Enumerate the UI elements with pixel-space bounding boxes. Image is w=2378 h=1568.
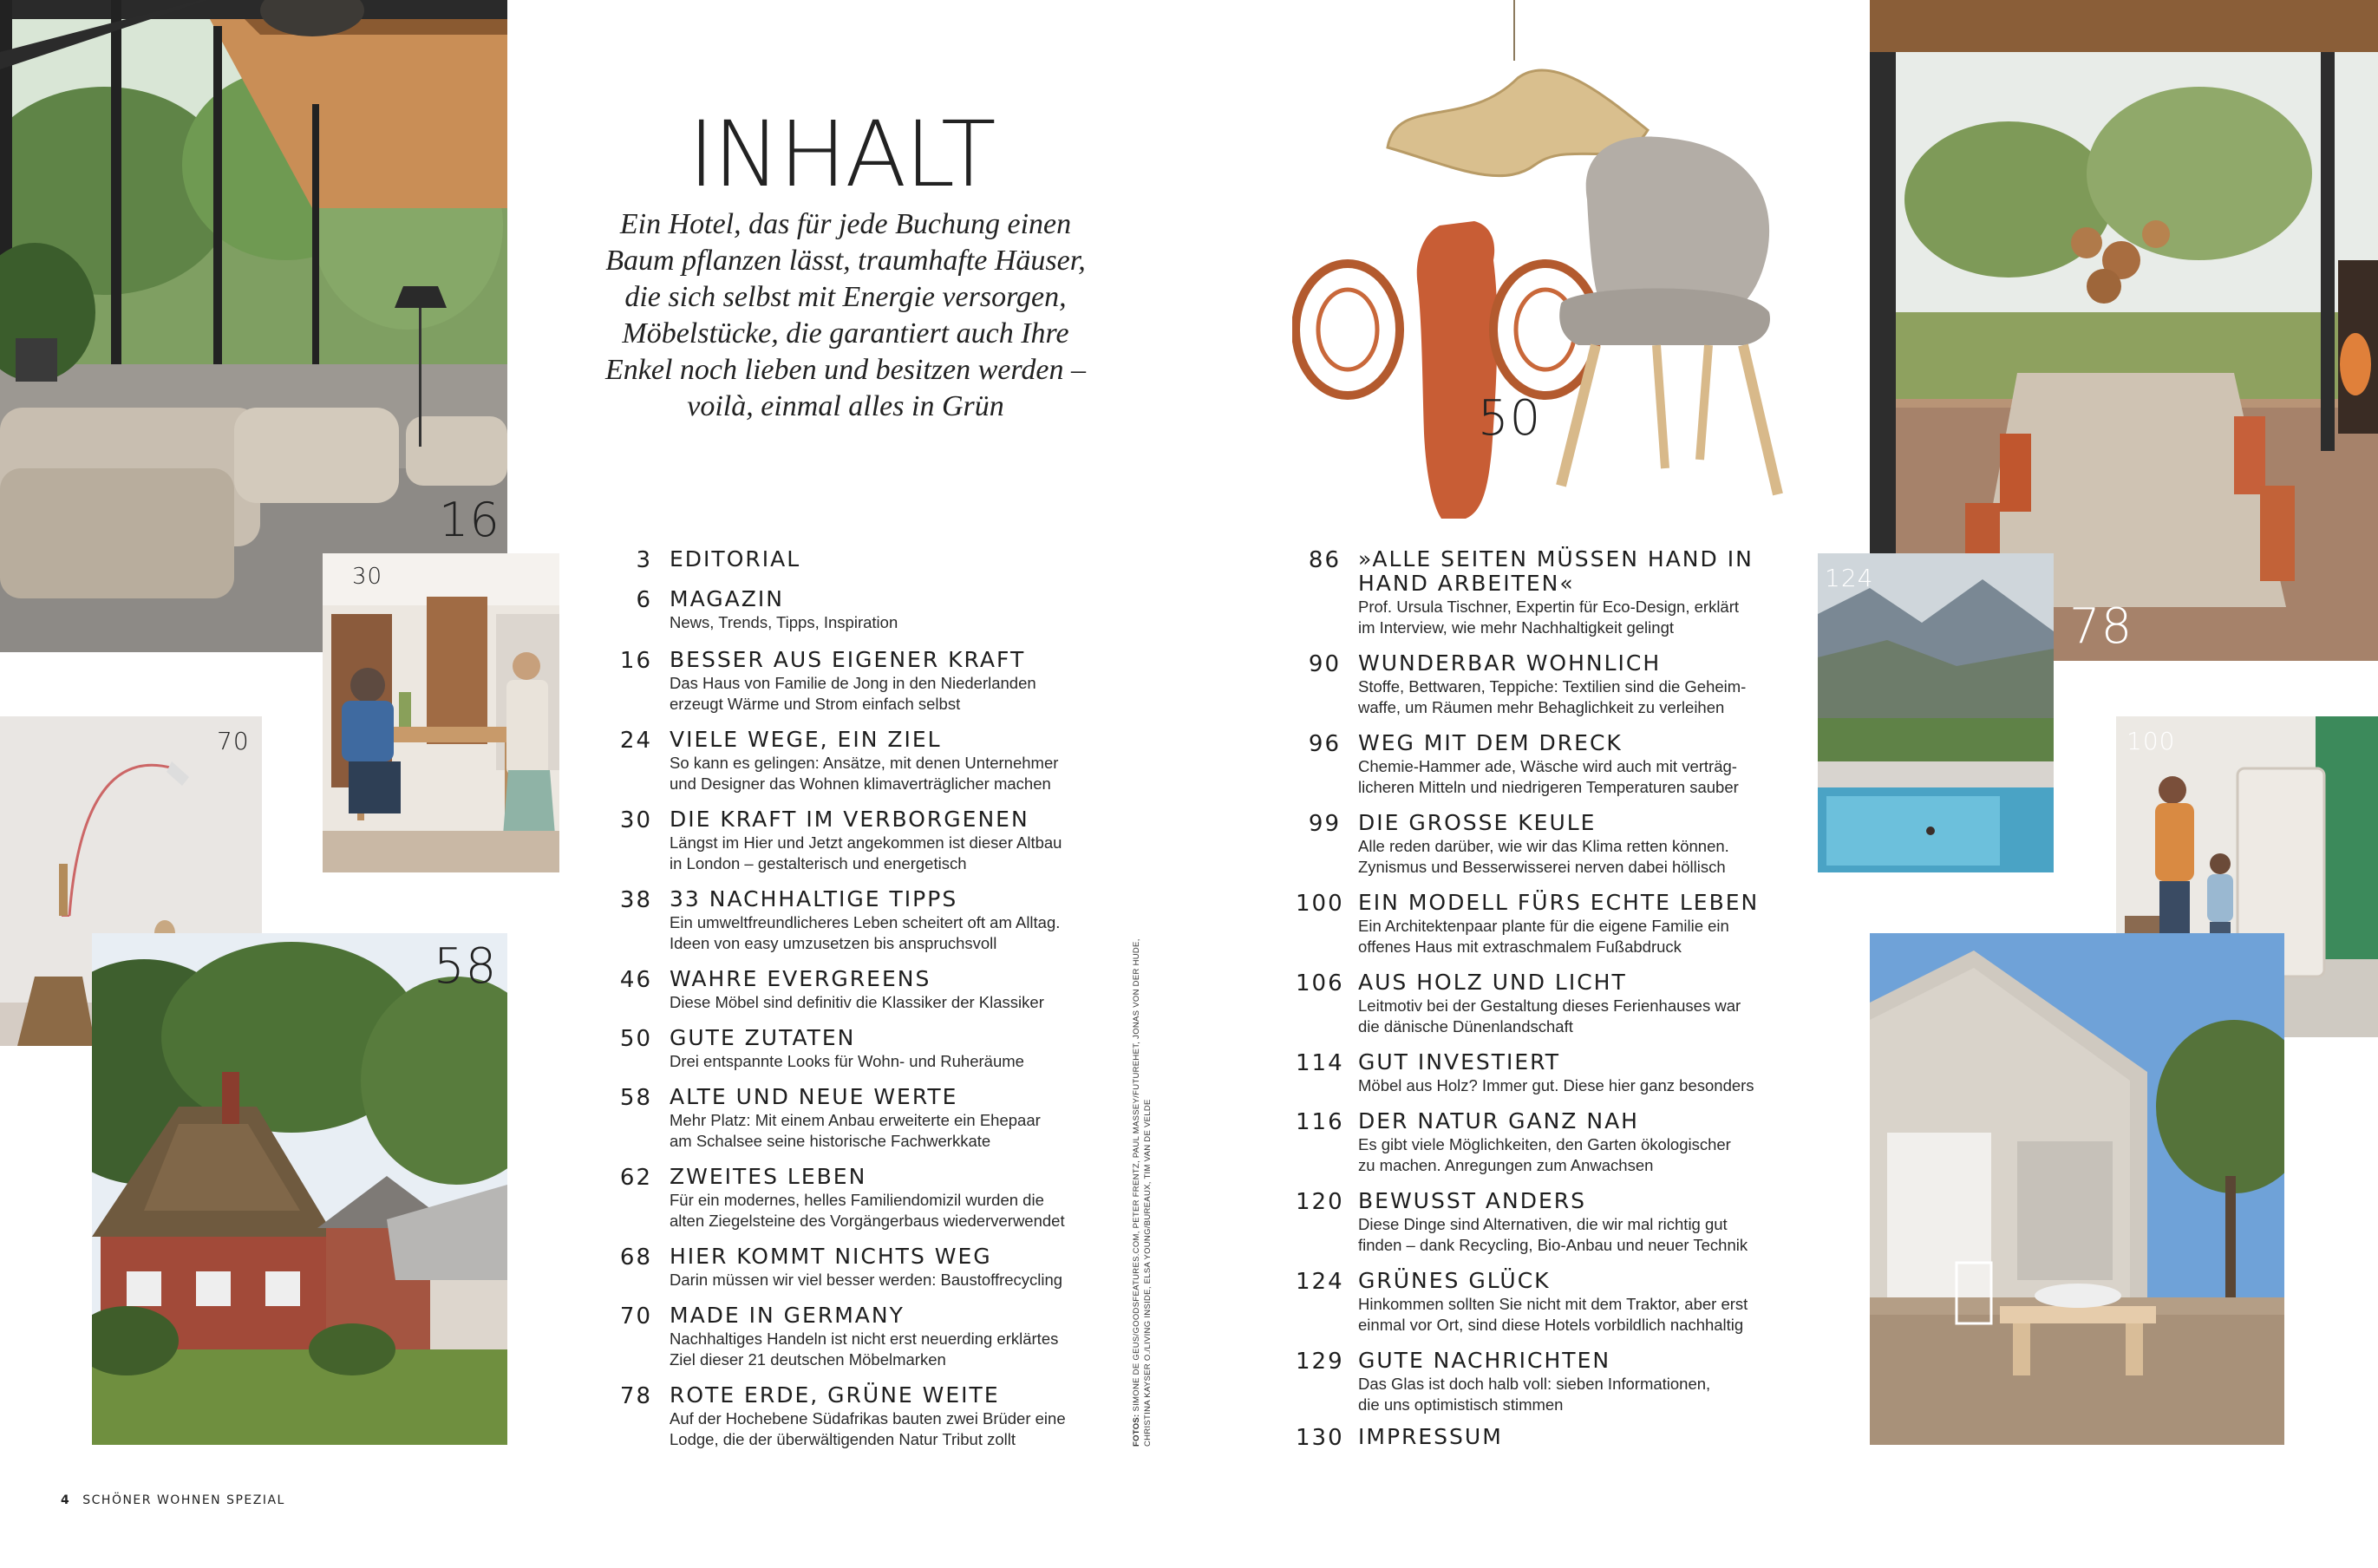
toc-description: Mehr Platz: Mit einem Anbau erweiterte ein Ehepaar [670, 1111, 1041, 1129]
toc-page-number: 90 [1308, 651, 1341, 677]
credits-text: SIMONE DE GEUS/GOODSFEATURES.COM, PETER FRENTZ, PAUL MASSEY/FUTUREHET, JONAS VON DER HUDE, [1132, 938, 1141, 1412]
photo-thatched-farmhouse [92, 933, 507, 1445]
toc-title-continued: HAND ARBEITEN« [1358, 571, 1575, 596]
toc-page-number: 100 [1296, 891, 1344, 917]
photo-kitchen-table [323, 553, 559, 872]
toc-page-number: 16 [619, 648, 652, 674]
toc-description: Längst im Hier und Jetzt angekommen ist dieser Altbau [670, 833, 1062, 852]
toc-description: So kann es gelingen: Ansätze, mit denen Unternehmer [670, 754, 1059, 772]
toc-description: finden – dank Recycling, Bio-Anbau und neuer Technik [1358, 1236, 1748, 1254]
toc-description: Chemie-Hammer ade, Wäsche wird auch mit verträg- [1358, 757, 1737, 775]
toc-page-number: 68 [619, 1245, 652, 1271]
toc-description: licheren Mitteln und niedrigeren Temperaturen sauber [1358, 778, 1739, 796]
toc-description: Für ein modernes, helles Familiendomizil wurden die [670, 1191, 1044, 1209]
toc-title: MAGAZIN [670, 586, 784, 611]
credits-label: FOTOS: [1132, 1414, 1141, 1447]
credits-line [1131, 918, 1142, 1447]
toc-description: Ein Architektenpaar plante für die eigene Familie ein [1358, 917, 1729, 935]
toc-title: VIELE WEGE, EIN ZIEL [670, 727, 942, 752]
toc-title: GUTE ZUTATEN [670, 1025, 856, 1050]
toc-title: ZWEITES LEBEN [670, 1164, 867, 1189]
toc-page-number: 46 [619, 967, 652, 993]
toc-description: in London – gestalterisch und energetisch [670, 854, 967, 872]
toc-title: BESSER AUS EIGENER KRAFT [670, 647, 1026, 672]
toc-title: EDITORIAL [670, 546, 801, 572]
toc-page-number: 38 [619, 887, 652, 913]
toc-title: WAHRE EVERGREENS [670, 966, 931, 991]
toc-page-number: 129 [1296, 1349, 1344, 1375]
toc-title: WUNDERBAR WOHNLICH [1358, 650, 1662, 676]
toc-description: News, Trends, Tipps, Inspiration [670, 613, 898, 631]
toc-page-number: 78 [619, 1383, 652, 1409]
toc-description: Ein umweltfreundlicheres Leben scheitert oft am Alltag. [670, 913, 1061, 931]
intro-line: voilà, einmal alles in Grün [687, 390, 1004, 422]
toc-description: Lodge, die der überwältigenden Natur Tribut zollt [670, 1430, 1016, 1448]
page-footer [61, 1493, 285, 1507]
toc-page-number: 6 [636, 587, 652, 613]
toc-description: und Designer das Wohnen klimaverträglicher machen [670, 774, 1051, 793]
toc-page-number: 3 [636, 547, 652, 573]
intro-line: Enkel noch lieben und besitzen werden – [605, 354, 1086, 386]
page-number-70: 70 [217, 727, 250, 755]
toc-page-number: 62 [619, 1165, 652, 1191]
toc-description: Darin müssen wir viel besser werden: Baustoffrecycling [670, 1271, 1063, 1289]
toc-page-number: 99 [1308, 811, 1341, 837]
footer-page-number: 4 [61, 1493, 71, 1507]
toc-page-number: 70 [619, 1303, 652, 1330]
toc-description: Diese Möbel sind definitiv die Klassiker der Klassiker [670, 993, 1044, 1011]
intro-text [590, 206, 1101, 425]
intro-line: Ein Hotel, das für jede Buchung einen [619, 208, 1072, 240]
page-title: INHALT [688, 101, 995, 207]
toc-description: Diese Dinge sind Alternativen, die wir mal richtig gut [1358, 1215, 1728, 1233]
toc-description: Möbel aus Holz? Immer gut. Diese hier ganz besonders [1358, 1076, 1754, 1094]
toc-description: alten Ziegelsteine des Vorgängerbaus wiederverwendet [670, 1212, 1065, 1230]
toc-title: AUS HOLZ UND LICHT [1358, 970, 1627, 995]
toc-title: HIER KOMMT NICHTS WEG [670, 1244, 992, 1269]
toc-description: Das Haus von Familie de Jong in den Niederlanden [670, 674, 1036, 692]
toc-page-number: 86 [1308, 547, 1341, 573]
toc-page-number: 96 [1308, 731, 1341, 757]
toc-description: Ideen von easy umzusetzen bis anspruchsvoll [670, 934, 997, 952]
toc-page-number: 106 [1296, 970, 1344, 996]
intro-line: die sich selbst mit Energie versorgen, [624, 281, 1067, 313]
toc-title: 33 NACHHALTIGE TIPPS [670, 886, 958, 911]
toc-right-column [1296, 546, 1799, 1457]
toc-description: zu machen. Anregungen zum Anwachsen [1358, 1156, 1654, 1174]
toc-description: Zynismus und Besserwisserei nerven dabei höllisch [1358, 858, 1726, 876]
toc-page-number: 114 [1296, 1050, 1344, 1076]
toc-page-number: 58 [619, 1085, 652, 1111]
photo-wooden-house-terrace [1870, 933, 2284, 1445]
page-number-78: 78 [2069, 598, 2133, 655]
toc-description: am Schalsee seine historische Fachwerkkate [670, 1132, 991, 1150]
toc-description: Drei entspannte Looks für Wohn- und Ruheräume [670, 1052, 1024, 1070]
toc-description: die dänische Dünenlandschaft [1358, 1017, 1573, 1036]
toc-page-number: 116 [1296, 1109, 1344, 1135]
toc-description: einmal vor Ort, sind diese Hotels vorbildlich nachhaltig [1358, 1316, 1744, 1334]
toc-title: DIE KRAFT IM VERBORGENEN [670, 807, 1029, 832]
toc-description: Ziel dieser 21 deutschen Möbelmarken [670, 1350, 946, 1369]
toc-page-number: 30 [619, 807, 652, 833]
toc-title: IMPRESSUM [1358, 1424, 1503, 1449]
page-number-50: 50 [1478, 390, 1542, 447]
footer-magazine-name: SCHÖNER WOHNEN SPEZIAL [82, 1493, 285, 1507]
page-number-100: 100 [2126, 727, 2176, 755]
toc-title: »ALLE SEITEN MÜSSEN HAND IN [1358, 546, 1754, 572]
toc-title: ROTE ERDE, GRÜNE WEITE [670, 1382, 1000, 1408]
photo-product-collage [1292, 0, 1795, 529]
toc-description: Nachhaltiges Handeln ist nicht erst neuerding erklärtes [670, 1330, 1059, 1348]
toc-title: EIN MODELL FÜRS ECHTE LEBEN [1358, 890, 1760, 915]
toc-left-column [607, 546, 1093, 1457]
toc-description: waffe, um Räumen mehr Behaglichkeit zu verleihen [1358, 698, 1725, 716]
toc-page-number: 24 [619, 728, 652, 754]
toc-title: DIE GROSSE KEULE [1358, 810, 1597, 835]
toc-title: ALTE UND NEUE WERTE [670, 1084, 958, 1109]
page-number-16: 16 [439, 493, 500, 547]
toc-title: GUT INVESTIERT [1358, 1049, 1560, 1075]
toc-title: GRÜNES GLÜCK [1358, 1268, 1551, 1293]
intro-line: Möbelstücke, die garantiert auch Ihre [622, 317, 1069, 350]
page-number-30: 30 [352, 564, 383, 590]
toc-title: GUTE NACHRICHTEN [1358, 1348, 1611, 1373]
toc-description: Leitmotiv bei der Gestaltung dieses Ferienhauses war [1358, 996, 1741, 1015]
page-number-124: 124 [1825, 564, 1874, 592]
toc-description: im Interview, wie mehr Nachhaltigkeit gelingt [1358, 618, 1674, 637]
credits-line: CHRISTINA KAYSER O./LIVING INSIDE, ELSA YOUNG/BUREAUX, TIM VAN DE VELDE [1143, 1099, 1153, 1447]
toc-page-number: 124 [1296, 1269, 1344, 1295]
toc-description: Das Glas ist doch halb voll: sieben Informationen, [1358, 1375, 1711, 1393]
toc-description: Stoffe, Bettwaren, Teppiche: Textilien sind die Geheim- [1358, 677, 1747, 696]
toc-title: DER NATUR GANZ NAH [1358, 1108, 1639, 1134]
toc-page-number: 120 [1296, 1189, 1344, 1215]
toc-description: erzeugt Wärme und Strom einfach selbst [670, 695, 961, 713]
toc-description: Es gibt viele Möglichkeiten, den Garten ökologischer [1358, 1135, 1731, 1153]
toc-title: MADE IN GERMANY [670, 1303, 905, 1328]
intro-line: Baum pflanzen lässt, traumhafte Häuser, [605, 245, 1086, 277]
photo-hotel-pool [1818, 553, 2054, 872]
toc-description: Prof. Ursula Tischner, Expertin für Eco-Design, erklärt [1358, 598, 1740, 616]
toc-description: die uns optimistisch stimmen [1358, 1395, 1564, 1414]
toc-description: offenes Haus mit extraschmalem Fußabdruck [1358, 938, 1682, 956]
toc-description: Alle reden darüber, wie wir das Klima retten können. [1358, 837, 1729, 855]
toc-title: BEWUSST ANDERS [1358, 1188, 1587, 1213]
page-number-58: 58 [434, 938, 498, 995]
toc-page-number: 50 [619, 1026, 652, 1052]
photo-credits [1131, 918, 1153, 1447]
toc-description: Hinkommen sollten Sie nicht mit dem Traktor, aber erst [1358, 1295, 1748, 1313]
toc-title: WEG MIT DEM DRECK [1358, 730, 1623, 755]
toc-page-number: 130 [1296, 1425, 1344, 1451]
toc-description: Auf der Hochebene Südafrikas bauten zwei Brüder eine [670, 1409, 1066, 1428]
